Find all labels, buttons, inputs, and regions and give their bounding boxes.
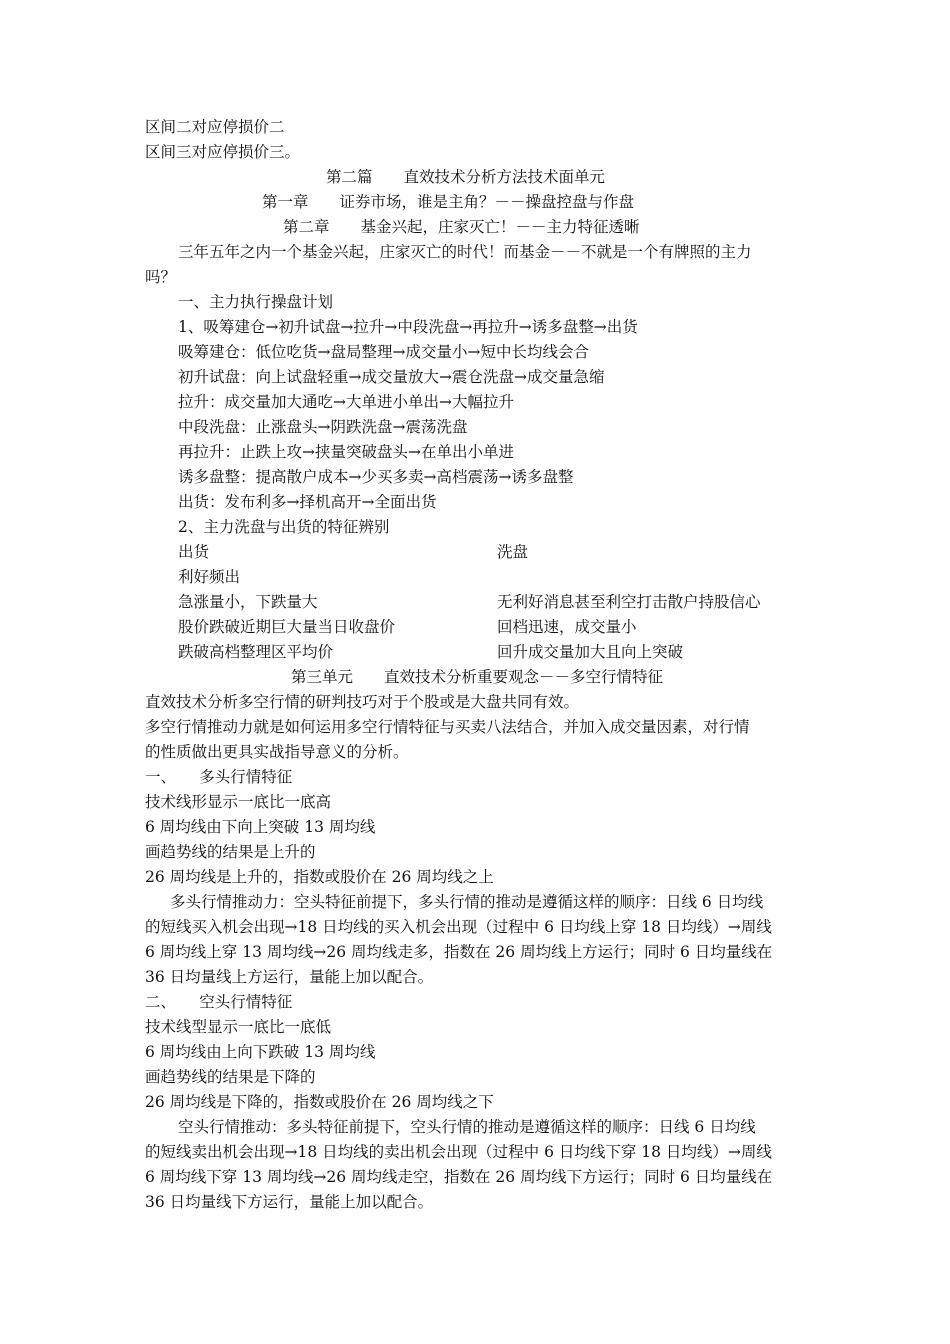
paragraph-line: 的短线卖出机会出现→18 日均线的卖出机会出现（过程中 6 日均线下穿 18 日均线）→周线 (145, 1143, 772, 1161)
paragraph-line: 6 周均线上穿 13 周均线→26 周均线走多，指数在 26 周均线上方运行；同时 6 日均量线在 (145, 943, 773, 961)
paragraph-line: 36 日均量线上方运行，量能上加以配合。 (145, 968, 434, 986)
text-line: 诱多盘整：提高散户成本→少买多卖→高档震荡→诱多盘整 (178, 468, 574, 486)
text-line: 26 周均线是上升的，指数或股价在 26 周均线之上 (145, 868, 494, 886)
unit-heading: 第三单元 直效技术分析重要观念－－多空行情特征 (291, 668, 664, 686)
text-line: 出货：发布利多→择机高开→全面出货 (178, 493, 437, 511)
comparison-header-left: 出货 (178, 543, 210, 561)
section-heading: 一、主力执行操盘计划 (178, 293, 334, 311)
text-line: 区间三对应停损价三。 (145, 143, 301, 161)
comparison-cell-left: 利好频出 (178, 568, 241, 586)
section-heading: 二、 空头行情特征 (145, 993, 293, 1011)
chapter-heading: 第一章 证券市场，谁是主角？－－操盘控盘与作盘 (262, 193, 635, 211)
paragraph-line: 的短线买入机会出现→18 日均线的买入机会出现（过程中 6 日均线上穿 18 日均线）→周线 (145, 918, 772, 936)
text-line: 2、主力洗盘与出货的特征辨别 (178, 518, 390, 536)
comparison-cell-left: 跌破高档整理区平均价 (178, 643, 334, 661)
section-heading: 一、 多头行情特征 (145, 768, 293, 786)
paragraph-line: 三年五年之内一个基金兴起，庄家灭亡的时代！而基金－－不就是一个有牌照的主力 (178, 243, 752, 261)
paragraph-line: 吗？ (145, 268, 177, 286)
paragraph-line: 6 周均线下穿 13 周均线→26 周均线走空，指数在 26 周均线下方运行；同时 6 日均量线在 (145, 1168, 773, 1186)
comparison-cell-left: 急涨量小，下跌量大 (178, 593, 318, 611)
text-line: 1、吸筹建仓→初升试盘→拉升→中段洗盘→再拉升→诱多盘整→出货 (178, 318, 638, 336)
text-line: 画趋势线的结果是上升的 (145, 843, 316, 861)
text-line: 区间二对应停损价二 (145, 118, 285, 136)
chapter-heading: 第二章 基金兴起，庄家灭亡！－－主力特征透晰 (283, 218, 640, 236)
part-heading: 第二篇 直效技术分析方法技术面单元 (326, 168, 606, 186)
text-line: 拉升：成交量加大通吃→大单进小单出→大幅拉升 (178, 393, 514, 411)
paragraph-line: 的性质做出更具实战指导意义的分析。 (145, 743, 409, 761)
paragraph-line: 空头行情推动：多头特征前提下，空头行情的推动是遵循这样的顺序：日线 6 日均线 (178, 1118, 756, 1136)
paragraph-line: 多头行情推动力：空头特征前提下，多头行情的推动是遵循这样的顺序：日线 6 日均线 (170, 893, 764, 911)
paragraph-line: 直效技术分析多空行情的研判技巧对于个股或是大盘共同有效。 (145, 693, 580, 711)
text-line: 初升试盘：向上试盘轻重→成交量放大→震仓洗盘→成交量急缩 (178, 368, 605, 386)
text-line: 技术线型显示一底比一底低 (145, 1018, 332, 1036)
comparison-cell-right: 回档迅速，成交量小 (497, 618, 637, 636)
comparison-cell-right: 无利好消息甚至利空打击散户持股信心 (497, 593, 761, 611)
text-line: 26 周均线是下降的，指数或股价在 26 周均线之下 (145, 1093, 494, 1111)
text-line: 再拉升：止跌上攻→挟量突破盘头→在单出小单进 (178, 443, 514, 461)
text-line: 6 周均线由下向上突破 13 周均线 (145, 818, 376, 836)
text-line: 画趋势线的结果是下降的 (145, 1068, 316, 1086)
text-line: 吸筹建仓：低位吃货→盘局整理→成交量小→短中长均线会合 (178, 343, 589, 361)
comparison-cell-left: 股价跌破近期巨大量当日收盘价 (178, 618, 396, 636)
text-line: 技术线形显示一底比一底高 (145, 793, 332, 811)
paragraph-line: 36 日均量线下方运行，量能上加以配合。 (145, 1193, 434, 1211)
text-line: 中段洗盘：止涨盘头→阴跌洗盘→震荡洗盘 (178, 418, 468, 436)
paragraph-line: 多空行情推动力就是如何运用多空行情特征与买卖八法结合，并加入成交量因素，对行情 (145, 718, 750, 736)
comparison-cell-right: 回升成交量加大且向上突破 (497, 643, 684, 661)
comparison-header-right: 洗盘 (497, 543, 529, 561)
text-line: 6 周均线由上向下跌破 13 周均线 (145, 1043, 376, 1061)
